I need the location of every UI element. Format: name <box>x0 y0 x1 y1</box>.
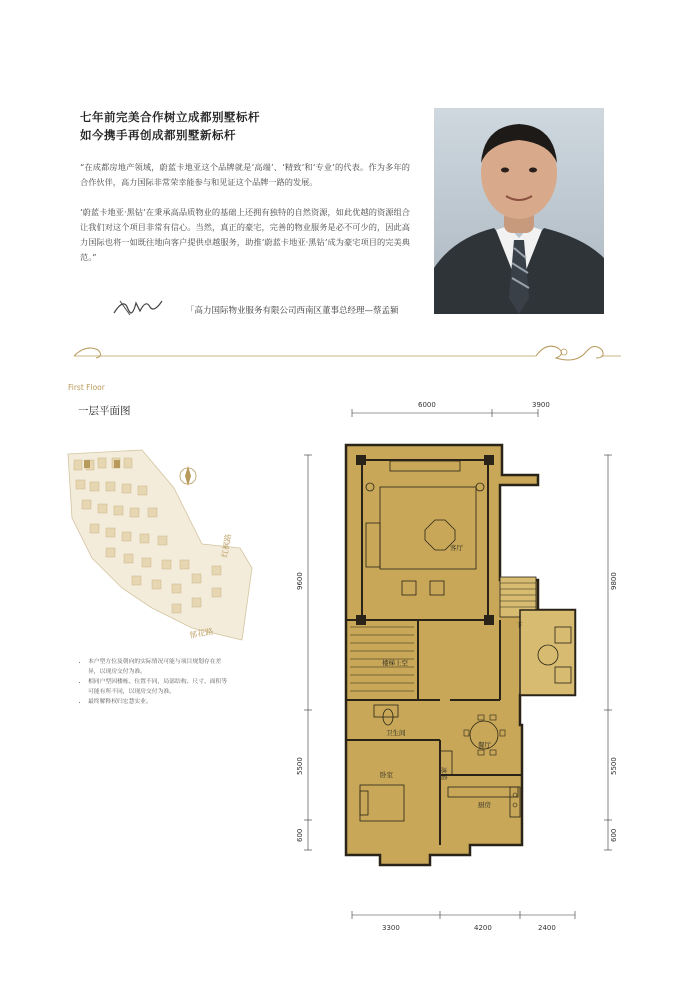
quote-paragraph-2: ‘蔚蓝卡地亚·黑钻’在秉承高品质物业的基础上还拥有独特的自然资源，如此优越的资源组合让我们对这个项目非常有信心。当然，真正的豪宅，完善的物业服务是必不可少的，因此高力国际也将一如既往地向客户提供卓越服务，助推‘蔚蓝卡地亚·黑钻’成为豪宅项目的完美典范。” <box>80 207 410 262</box>
room-kitchen: 厨房 <box>478 801 491 809</box>
headline-line-1: 七年前完美合作树立成都别墅标杆 <box>80 110 260 124</box>
label-down: 下 <box>516 621 523 629</box>
site-map <box>62 448 262 652</box>
room-bath: 卫生间 <box>386 729 406 737</box>
section-english-title: First Floor <box>68 383 105 392</box>
dim-right-2: 5500 <box>610 757 618 775</box>
quote-paragraph-1: “在成都房地产领域，蔚蓝卡地亚这个品牌就是‘高端’、‘精致’和‘专业’的代表。作为多年的合作伙伴，高力国际非常荣幸能参与和见证这个品牌一路的发展。 <box>80 162 410 187</box>
room-bedroom: 卧室 <box>380 771 393 779</box>
road-label-1: 红枫路 <box>220 533 234 559</box>
dim-left-1: 9600 <box>296 572 304 590</box>
road-label-2: 郁花路 <box>188 626 214 640</box>
note-item: • 本户型方位及朝向的实际情况可能与项目规划存在差异，以现房交付为准。 <box>88 657 230 677</box>
section-title: 一层平面图 <box>78 405 131 417</box>
note-item: • 相同户型因楼栋、位置不同，局部结构、尺寸、面积等可能有所不同，以现房交付为准。 <box>88 677 230 697</box>
dim-top-2: 3900 <box>532 401 550 409</box>
portrait-photo <box>434 108 604 314</box>
ornamental-divider <box>66 338 626 372</box>
notes <box>80 657 230 707</box>
dim-top-1: 6000 <box>418 401 436 409</box>
room-living: 客厅 <box>450 544 463 552</box>
floor-plan <box>290 395 630 944</box>
dim-left-3: 600 <box>296 828 304 842</box>
label-fridge: 冰箱 <box>440 767 448 780</box>
signature <box>110 293 170 323</box>
dim-bottom-3: 2400 <box>538 924 556 932</box>
dim-bottom-1: 3300 <box>382 924 400 932</box>
headline <box>80 108 260 144</box>
room-stair: 楼梯上空 <box>382 659 408 667</box>
headline-line-2: 如今携手再创成都别墅新标杆 <box>80 128 236 142</box>
dim-bottom-2: 4200 <box>474 924 492 932</box>
dim-left-2: 5500 <box>296 757 304 775</box>
attribution: 「高力国际物业服务有限公司西南区董事总经理—蔡孟颍 <box>186 306 399 316</box>
dim-right-3: 600 <box>610 828 618 842</box>
note-item: • 最终解释权归宏慧实业。 <box>88 697 230 707</box>
dim-right-1: 9800 <box>610 572 618 590</box>
room-dining: 餐厅 <box>478 741 491 749</box>
